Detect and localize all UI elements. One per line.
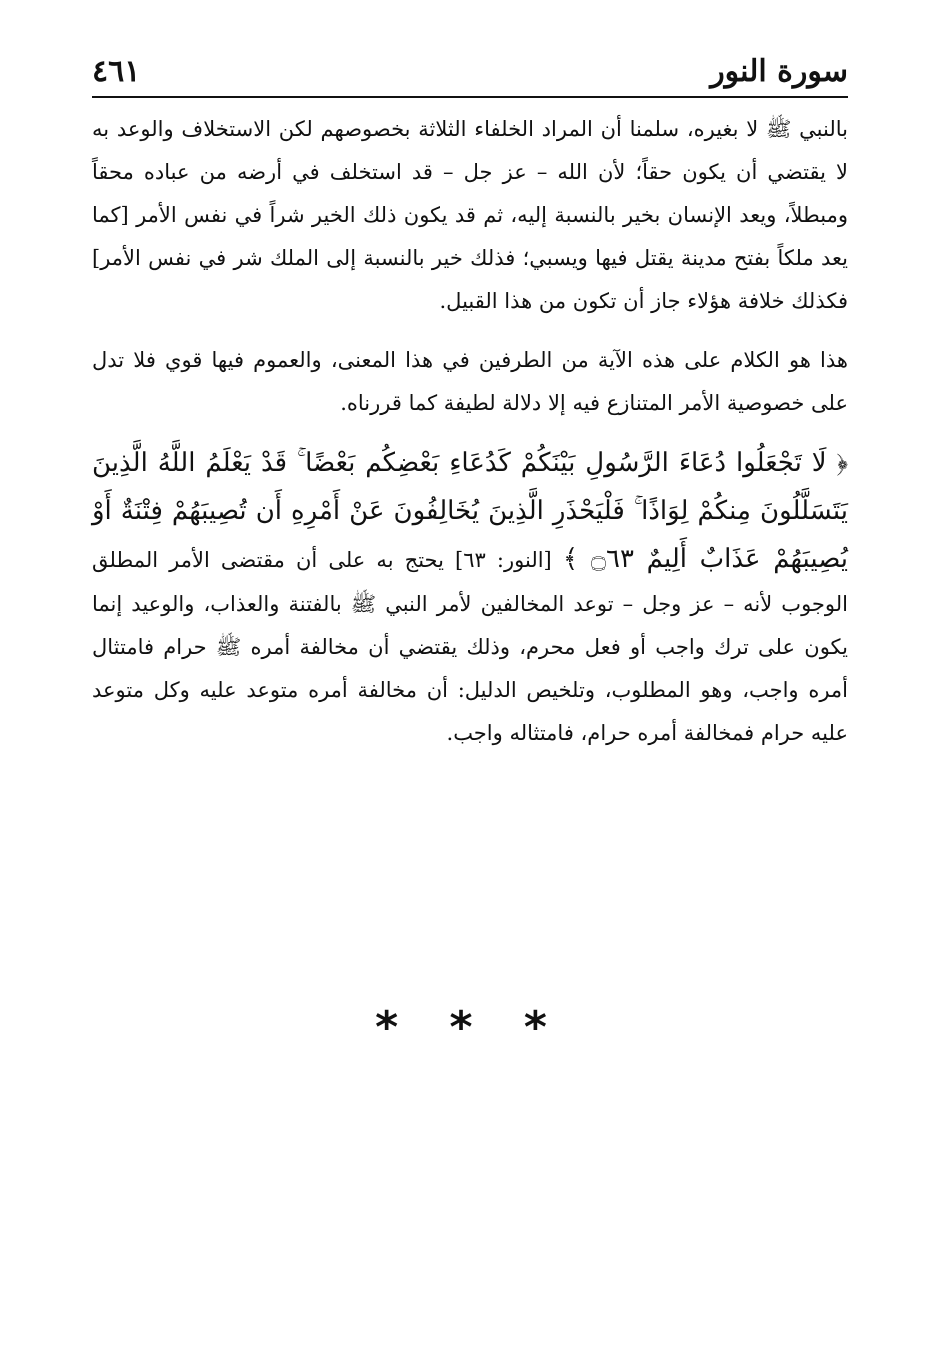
paragraph-generality: هذا هو الكلام على هذه الآية من الطرفين في هذا المعنى، والعموم فيها قوي فلا تدل على خصوصية الأمر المتنازع فيه إلا دلالة لطيفة كما قررناه. <box>92 348 848 415</box>
page-body <box>92 108 848 755</box>
running-title: سورة النور <box>710 54 848 89</box>
argument-text: يحتج به على أن مقتضى الأمر المطلق الوجوب لأنه – عز وجل – توعد المخالفين لأمر النبي ﷺ بالفتنة والعذاب، والوعيد إنما يكون على ترك واجب أو فعل محرم، وذلك يقتضي أن مخالفة أمره ﷺ حرام فامتثال أمره واجب، وهو المطلوب، وتلخيص الدليل: أن مخالفة أمره متوعد عليه وكل متوعد عليه حرام فمخالفة أمره حرام، فامتثاله واجب. <box>92 548 848 745</box>
paragraph-verse-argument <box>92 439 848 755</box>
paragraph-caliphate: بالنبي ﷺ لا بغيره، سلمنا أن المراد الخلفاء الثلاثة بخصوصهم لكن الاستخلاف والوعد به لا يقتضي أن يكون حقاً؛ لأن الله – عز جل – قد استخلف في أرضه من عباده محقاً ومبطلاً، ويعد الإنسان بخير بالنسبة إليه، ثم قد يكون ذلك الخير شراً في نفس الأمر [كما يعد ملكاً بفتح مدينة يقتل فيها ويسبي؛ فذلك خير بالنسبة إلى الملك شر في نفس الأمر] فكذلك خلافة هؤلاء جاز أن تكون من هذا القبيل. <box>92 117 848 313</box>
section-divider: * * * <box>375 1002 565 1053</box>
quran-verse: ﴿ لَا تَجْعَلُوا دُعَاءَ الرَّسُولِ بَيْنَكُمْ كَدُعَاءِ بَعْضِكُم بَعْضًا ۚ قَدْ يَعْلَمُ اللَّهُ الَّذِينَ يَتَسَلَّلُونَ مِنكُمْ لِوَاذًا ۚ فَلْيَحْذَرِ الَّذِينَ يُخَالِفُونَ عَنْ أَمْرِهِ أَن تُصِيبَهُمْ فِتْنَةٌ أَوْ يُصِيبَهُمْ عَذَابٌ أَلِيمٌ ۝٦٣ ﴾ <box>92 448 849 574</box>
sura-reference: [النور: ٦٣] <box>443 548 563 572</box>
page-number: ٤٦١ <box>92 54 141 89</box>
page-header <box>92 40 848 98</box>
